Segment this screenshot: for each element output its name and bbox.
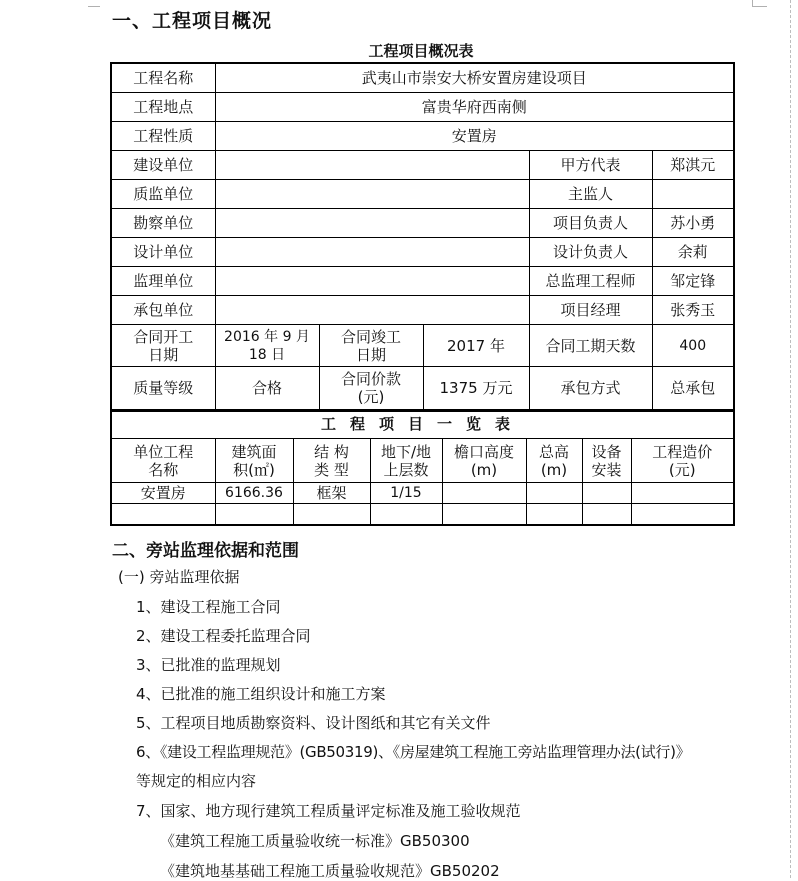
section-2-heading: 二、旁站监理依据和范围 [112,541,299,561]
builder-rep-value: 郑淇元 [652,151,734,180]
table-row [111,151,734,180]
table-cell: 框架 [293,483,370,504]
finish-date-value: 2017 年 [423,325,529,367]
project-overview-table [110,62,735,412]
table-row [111,122,734,151]
location-label: 工程地点 [111,93,215,122]
start-date-label: 合同开工 日期 [111,325,215,367]
crop-mark-right [752,0,767,7]
survey-rep-value: 苏小勇 [652,209,734,238]
supervision-rep-label: 总监理工程师 [529,267,652,296]
table-title: 工程项目概况表 [368,42,474,60]
table-cell [293,504,370,525]
price-label: 合同价款 (元) [319,367,423,411]
table-row [111,483,734,504]
quality-sup-rep-label: 主监人 [529,180,652,209]
column-header: 结 构 类 型 [293,439,370,483]
duration-label: 合同工期天数 [529,325,652,367]
table-row [111,93,734,122]
table-cell [526,504,582,525]
column-header: 檐口高度 (m) [442,439,526,483]
table-row [111,325,734,367]
quality-sup-rep-value [652,180,734,209]
table-row [111,209,734,238]
table-row [111,296,734,325]
table-cell [582,504,631,525]
table-cell: 安置房 [111,483,215,504]
table-row [111,238,734,267]
supervision-label: 监理单位 [111,267,215,296]
name-label: 工程名称 [111,63,215,93]
list-item: 2、建设工程委托监理合同 [136,627,311,645]
list-item: 6、《建设工程监理规范》(GB50319)、《房屋建筑工程施工旁站监理管理办法(试行)》 [136,743,691,761]
contractor-rep-value: 张秀玉 [652,296,734,325]
survey-label: 勘察单位 [111,209,215,238]
duration-value: 400 [652,325,734,367]
project-list-table [110,409,735,526]
column-header: 设备 安装 [582,439,631,483]
subsection-heading: (一) 旁站监理依据 [118,568,240,586]
list-item: 7、国家、地方现行建筑工程质量评定标准及施工验收规范 [136,802,521,820]
section-1-heading: 一、工程项目概况 [112,10,273,32]
design-rep-label: 设计负责人 [529,238,652,267]
survey-rep-label: 项目负责人 [529,209,652,238]
column-header: 建筑面 积(㎡) [215,439,293,483]
nature-value: 安置房 [215,122,734,151]
column-header: 工程造价 (元) [631,439,734,483]
contract-mode-label: 承包方式 [529,367,652,411]
column-header: 地下/地 上层数 [370,439,442,483]
table-cell [442,483,526,504]
list-item-continuation: 等规定的相应内容 [136,772,257,790]
table-cell [582,483,631,504]
builder-rep-label: 甲方代表 [529,151,652,180]
table-cell [442,504,526,525]
name-value: 武夷山市崇安大桥安置房建设项目 [215,63,734,93]
list-item: 4、已批准的施工组织设计和施工方案 [136,685,386,703]
finish-date-label: 合同竣工 日期 [319,325,423,367]
design-label: 设计单位 [111,238,215,267]
table-row [111,180,734,209]
quality-sup-value [215,180,529,209]
contractor-value [215,296,529,325]
builder-label: 建设单位 [111,151,215,180]
table-cell [370,504,442,525]
list-item: 1、建设工程施工合同 [136,598,281,616]
list-item-standard: 《建筑工程施工质量验收统一标准》GB50300 [160,832,470,850]
builder-value [215,151,529,180]
quality-sup-label: 质监单位 [111,180,215,209]
contractor-label: 承包单位 [111,296,215,325]
location-value: 富贵华府西南侧 [215,93,734,122]
grade-value: 合格 [215,367,319,411]
design-rep-value: 余莉 [652,238,734,267]
contract-mode-value: 总承包 [652,367,734,411]
column-header: 总高 (m) [526,439,582,483]
column-header: 单位工程 名称 [111,439,215,483]
table-header-row [111,439,734,483]
list-item: 5、工程项目地质勘察资料、设计图纸和其它有关文件 [136,714,491,732]
table-cell: 1/15 [370,483,442,504]
design-value [215,238,529,267]
grade-label: 质量等级 [111,367,215,411]
nature-label: 工程性质 [111,122,215,151]
table-row [111,410,734,439]
contractor-rep-label: 项目经理 [529,296,652,325]
list-item: 3、已批准的监理规划 [136,656,281,674]
start-date-value: 2016 年 9 月 18 日 [215,325,319,367]
table-row [111,504,734,525]
supervision-value [215,267,529,296]
survey-value [215,209,529,238]
table-cell [631,504,734,525]
table-cell [526,483,582,504]
table-cell [215,504,293,525]
overview-header: 工程项目一览表 [111,410,734,439]
table-cell [631,483,734,504]
supervision-rep-value: 邹定锋 [652,267,734,296]
table-cell [111,504,215,525]
list-item-standard: 《建筑地基基础工程施工质量验收规范》GB50202 [160,862,500,880]
table-row [111,63,734,93]
table-row [111,367,734,411]
table-row [111,267,734,296]
price-value: 1375 万元 [423,367,529,411]
page-margin-guide [790,0,792,878]
crop-mark-left [88,0,100,7]
table-cell: 6166.36 [215,483,293,504]
